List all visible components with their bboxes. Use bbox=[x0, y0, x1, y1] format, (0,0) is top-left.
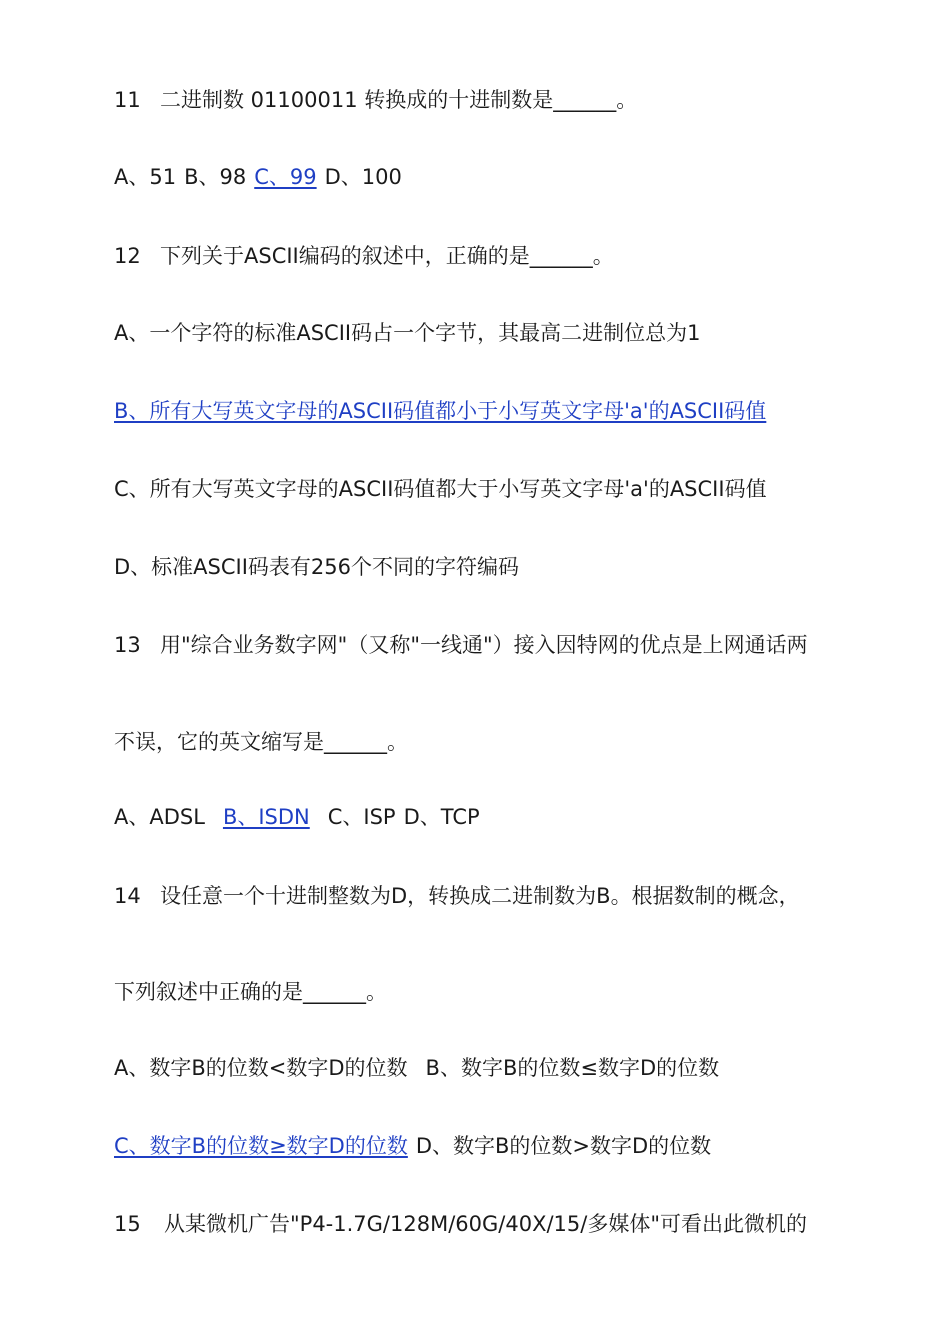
question-text: 用"综合业务数字网"（又称"一线通"）接入因特网的优点是上网通话两 bbox=[160, 633, 808, 657]
option-b: B、数字B的位数≤数字D的位数 bbox=[425, 1056, 720, 1080]
question-13-stem-line-2 bbox=[114, 728, 408, 756]
question-11-options bbox=[114, 163, 402, 191]
question-number: 15 bbox=[114, 1212, 141, 1236]
question-14-stem-line-2 bbox=[114, 978, 387, 1006]
question-text-continued: 下列叙述中正确的是______。 bbox=[114, 980, 387, 1004]
option-b-answer: B、ISDN bbox=[222, 805, 310, 829]
question-14-options-ab bbox=[114, 1054, 719, 1082]
question-15-stem-line-1 bbox=[114, 1210, 807, 1238]
question-12-option-b bbox=[114, 397, 766, 425]
option-a: A、51 bbox=[114, 165, 177, 189]
option-c-answer: C、99 bbox=[254, 165, 317, 189]
question-text: 从某微机广告"P4-1.7G/128M/60G/40X/15/多媒体"可看出此微机的 bbox=[164, 1212, 807, 1236]
question-13-stem-line-1 bbox=[114, 631, 808, 659]
question-11-stem bbox=[114, 86, 637, 114]
option-d: D、TCP bbox=[403, 805, 480, 829]
question-text: 下列关于ASCII编码的叙述中，正确的是______。 bbox=[160, 244, 614, 268]
question-text: 设任意一个十进制整数为D，转换成二进制数为B。根据数制的概念， bbox=[160, 884, 800, 908]
option-c: C、ISP bbox=[327, 805, 396, 829]
question-text: 二进制数 01100011 转换成的十进制数是______。 bbox=[160, 88, 638, 112]
question-number: 14 bbox=[114, 884, 141, 908]
question-number: 12 bbox=[114, 244, 141, 268]
option-c: C、所有大写英文字母的ASCII码值都大于小写英文字母'a'的ASCII码值 bbox=[114, 477, 767, 501]
question-12-option-c bbox=[114, 475, 767, 503]
option-a: A、ADSL bbox=[114, 805, 205, 829]
question-12-option-a bbox=[114, 319, 700, 347]
option-a: A、数字B的位数<数字D的位数 bbox=[114, 1056, 408, 1080]
question-number: 11 bbox=[114, 88, 141, 112]
question-13-options bbox=[114, 803, 480, 831]
question-14-stem-line-1 bbox=[114, 882, 800, 910]
question-text-continued: 不误，它的英文缩写是______。 bbox=[114, 730, 408, 754]
option-d: D、标准ASCII码表有256个不同的字符编码 bbox=[114, 555, 519, 579]
question-number: 13 bbox=[114, 633, 141, 657]
option-b-answer: B、所有大写英文字母的ASCII码值都小于小写英文字母'a'的ASCII码值 bbox=[114, 399, 767, 423]
option-d: D、数字B的位数>数字D的位数 bbox=[415, 1134, 712, 1158]
question-12-option-d bbox=[114, 553, 519, 581]
option-a: A、一个字符的标准ASCII码占一个字节，其最高二进制位总为1 bbox=[114, 321, 701, 345]
option-d: D、100 bbox=[324, 165, 402, 189]
option-c-answer: C、数字B的位数≥数字D的位数 bbox=[114, 1134, 408, 1158]
question-12-stem bbox=[114, 242, 614, 270]
option-b: B、98 bbox=[184, 165, 247, 189]
question-14-options-cd bbox=[114, 1132, 711, 1160]
